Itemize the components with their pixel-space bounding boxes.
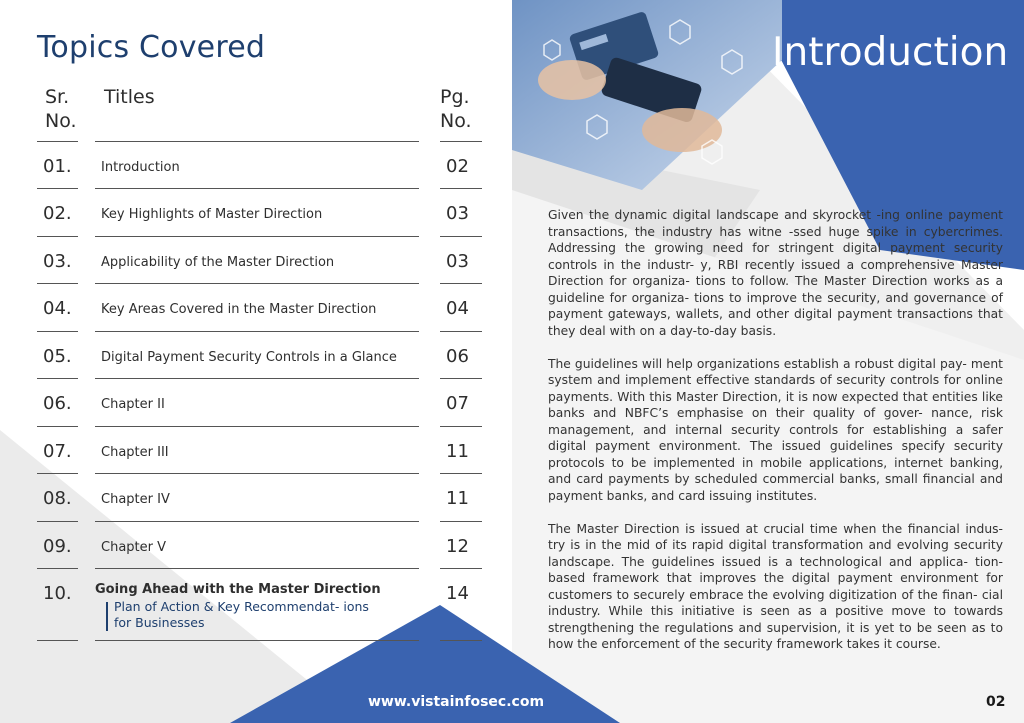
pg-label: Pg. (440, 86, 470, 108)
row-page: 11 (446, 488, 469, 509)
table-rule (440, 188, 482, 189)
website-link[interactable]: www.vistainfosec.com (368, 694, 545, 710)
table-rule (95, 141, 419, 142)
introduction-heading: Introduction (772, 30, 1009, 75)
row-page: 11 (446, 441, 469, 462)
sr-no-column-header (45, 85, 77, 133)
table-rule (37, 568, 78, 569)
sr-label: Sr. (45, 86, 70, 108)
titles-column-header: Titles (104, 86, 155, 108)
table-rule (95, 521, 419, 522)
row-title: Chapter IV (101, 492, 170, 507)
table-rule (95, 331, 419, 332)
table-rule (440, 236, 482, 237)
table-rule (37, 331, 78, 332)
table-rule (440, 640, 482, 641)
hero-photo (512, 0, 782, 190)
row-page: 04 (446, 298, 469, 319)
page-number: 02 (986, 694, 1006, 710)
table-rule (37, 188, 78, 189)
row-title: Key Areas Covered in the Master Direction (101, 302, 377, 317)
row-title: Chapter II (101, 397, 165, 412)
row-number: 07. (43, 441, 72, 462)
row-title: Introduction (101, 160, 180, 175)
paragraph: The guidelines will help organizations establish a robust digital pay- ment system and implement effective standards of security controls for online payments. With this Master Direction, it is now expected that entities like banks and NBFC’s emphasise on their quality of gover- nance, risk management, and internal security controls for establishing a safer digital payment environment. The issued guidelines specify security protocols to be implemented in mobile applications, internet banking, and card payments by scheduled commercial banks, small financial and payment banks, and card issuing institutes. (548, 356, 1003, 503)
row-page: 07 (446, 393, 469, 414)
row-number: 03. (43, 251, 72, 272)
introduction-body (548, 207, 1003, 669)
table-rule (95, 426, 419, 427)
row-number: 02. (43, 203, 72, 224)
row-number: 09. (43, 536, 72, 557)
table-rule (95, 568, 419, 569)
table-rule (37, 521, 78, 522)
row-page: 14 (446, 583, 469, 604)
table-rule (37, 378, 78, 379)
table-rule (37, 283, 78, 284)
table-rule (95, 283, 419, 284)
table-rule (37, 473, 78, 474)
row-title: Key Highlights of Master Direction (101, 207, 323, 222)
row-title: Digital Payment Security Controls in a Glance (101, 350, 397, 365)
table-rule (95, 236, 419, 237)
plan-of-action-subtitle: Plan of Action & Key Recommendat- ions for Businesses (114, 599, 369, 630)
row-number: 05. (43, 346, 72, 367)
row-page: 06 (446, 346, 469, 367)
row-number: 01. (43, 156, 72, 177)
subtitle-accent-bar (106, 602, 108, 631)
pg-no-label: No. (440, 110, 472, 132)
paragraph: The Master Direction is issued at crucial time when the financial indus- try is in the mid of its rapid digital transformation and evolving security landscape. The guidelines issued is a technological and applica- tion-based framework that improves the digital payment environment for customers to securely embrace the evolving digitization of the finan- cial industry. While this initiative is seen as a positive move to towards strengthening the regulations and supervision, it is yet to be seen as to how the enforcement of the security framework takes it course. (548, 521, 1003, 651)
row-number: 06. (43, 393, 72, 414)
pg-no-column-header (440, 85, 472, 133)
table-rule (37, 640, 78, 641)
row-title: Chapter III (101, 445, 169, 460)
table-rule (37, 426, 78, 427)
no-label: No. (45, 110, 77, 132)
table-rule (95, 378, 419, 379)
row-title: Chapter V (101, 540, 166, 555)
row-page: 02 (446, 156, 469, 177)
table-rule (37, 236, 78, 237)
table-rule (440, 283, 482, 284)
table-rule (440, 473, 482, 474)
table-rule (440, 568, 482, 569)
row-page: 12 (446, 536, 469, 557)
table-rule (95, 640, 419, 641)
row-title: Applicability of the Master Direction (101, 255, 335, 270)
table-rule (95, 188, 419, 189)
going-ahead-title: Going Ahead with the Master Direction (95, 582, 381, 597)
table-rule (440, 331, 482, 332)
row-page: 03 (446, 251, 469, 272)
table-rule (37, 141, 78, 142)
row-number: 10. (43, 583, 72, 604)
table-rule (440, 426, 482, 427)
paragraph: Given the dynamic digital landscape and skyrocket -ing online payment transactions, the industry has witne -ssed huge spike in cybercrimes. Addressing the growing need for stringent digital payment security controls in the industr- y, RBI recently issued a comprehensive Master Direction for organiza- tions to follow. The Master Direction works as a guideline for organiza- tions to improve the security, and governance of payment gateways, wallets, and other digital payment transactions that they deal with on a day-to-day basis. (548, 208, 1003, 338)
table-rule (440, 378, 482, 379)
table-rule (95, 473, 419, 474)
table-rule (440, 141, 482, 142)
row-number: 04. (43, 298, 72, 319)
topics-covered-heading: Topics Covered (37, 30, 266, 65)
row-number: 08. (43, 488, 72, 509)
table-rule (440, 521, 482, 522)
row-page: 03 (446, 203, 469, 224)
